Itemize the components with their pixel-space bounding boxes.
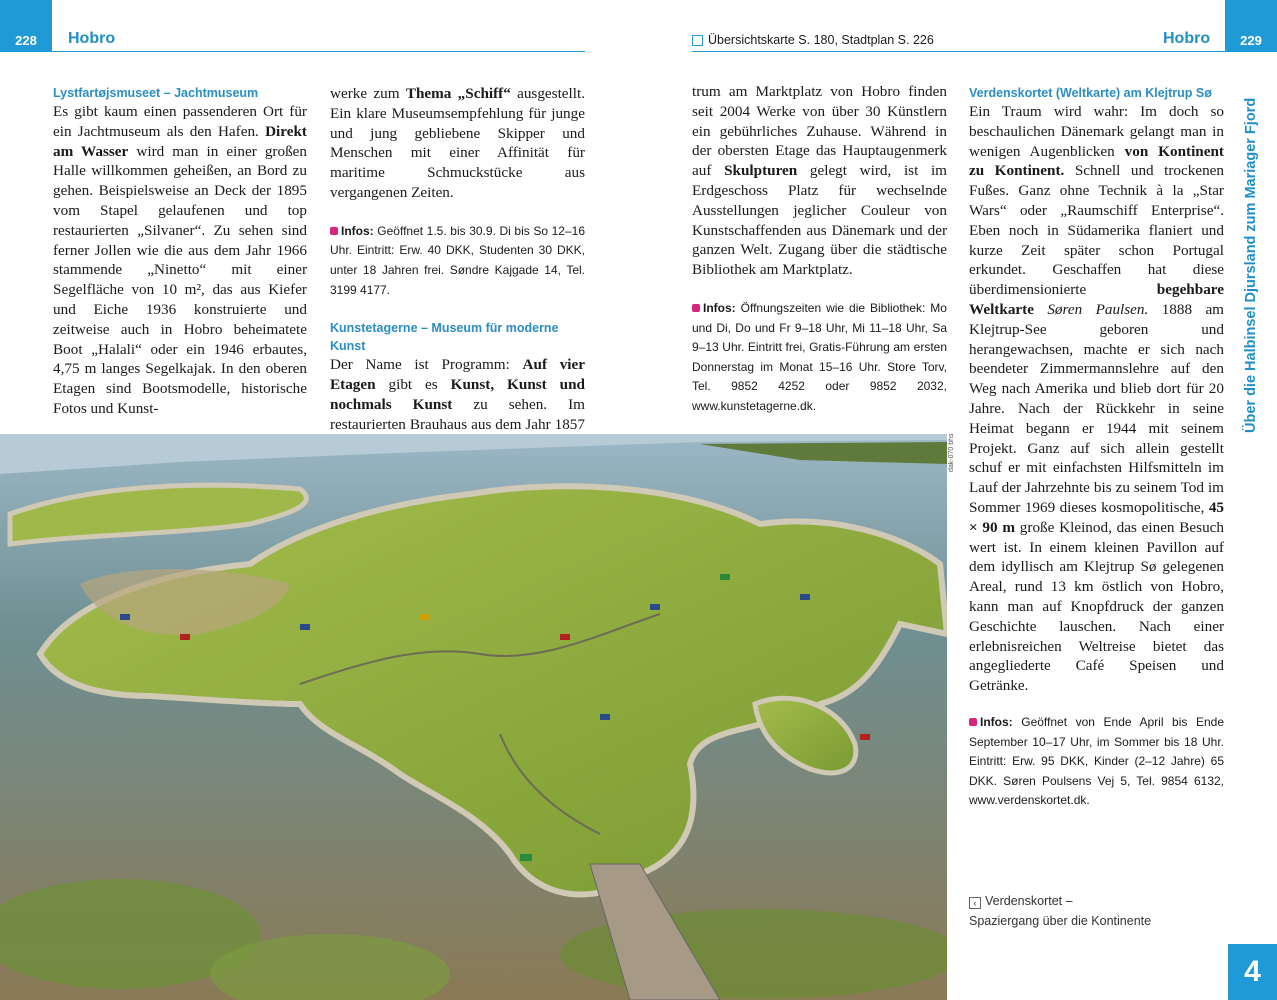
info-text: Geöffnet 1.5. bis 30.9. Di bis So 12–16 Uhr. Eintritt: Erw. 40 DKK, Studenten 30 DKK, unter 18 Jahren frei. Søndre Kajgade 14, Tel. 3199 4177. (330, 223, 585, 297)
info-bullet-icon (969, 718, 977, 726)
section-heading-jachtmuseum: Lystfartøjsmuseet – Jachtmuseum (53, 86, 259, 100)
photo-caption (969, 892, 1151, 931)
section-heading-kunstetagerne: Kunstetagerne – Museum für moderne Kunst (330, 321, 559, 354)
bold-run: Kunst, Kunst und nochmals Kunst (330, 375, 586, 413)
bold-run: Direkt am Wasser (53, 122, 307, 160)
paragraph-jachtmuseum (53, 102, 307, 419)
info-label: Infos: (341, 223, 374, 238)
bold-run: begehbare Weltkarte (969, 281, 1224, 318)
caption-line-1: Verdenskortet – (985, 894, 1073, 908)
info-bullet-icon (330, 227, 338, 235)
text-run: Der Name ist Programm: (330, 356, 510, 374)
text-run: gelegt wird, ist im Erdgeschoss Platz für wechselnde Ausstellungen jeglicher Couleur von Kunstschaffenden aus Dänemark und der ganzen Welt. Zugang über die städtische Bibliothek am Marktplatz. (692, 162, 947, 279)
section-heading-verdenskortet: Verdenskortet (Weltkarte) am Klejtrup Sø (969, 86, 1212, 100)
bold-run: 45 × 90 m (969, 498, 1224, 536)
left-header-rule (52, 51, 585, 52)
cross-reference (692, 33, 934, 47)
right-page-number-text: 229 (1240, 33, 1262, 48)
bold-run: von Kontinent zu Kontinent. (969, 142, 1224, 180)
paragraph-kunstetagerne-cont (692, 82, 947, 280)
chapter-number: 4 (1244, 955, 1261, 988)
text-run: Ein Traum wird wahr: Im doch so beschaulichen Dänemark gelangt man in wenigen Augenblicken (969, 103, 1224, 160)
info-text: Öffnungszeiten wie die Bibliothek: Mo und Di, Do und Fr 9–18 Uhr, Mi 11–18 Uhr, Sa 9–13 Uhr. Eintritt frei, Gratis-Führung am ersten Donnerstag im Monat 15–16 Uhr. Store Torv, Tel. 9852 4252 oder 9852 2032, www.kunstetagerne.dk. (692, 300, 947, 413)
right-running-head: Hobro (1163, 30, 1211, 47)
text-run: zu sehen. Im restaurierten Brauhaus aus dem Jahr 1857 (330, 395, 585, 433)
text-run: große Kleinod, das einen Besuch wert ist. In einem kleinen Pavillon auf dem idyllisch am Klejtrup Sø gelegenen Areal, rund 13 km östlich von Hobro, kann man auf Knopfdruck der ganzen Geschichte lauschen. Nach einer erlebnisreichen Weltreise bietet das angegliederte Café Speisen und Getränke. (969, 518, 1225, 695)
chapter-number-tab (1228, 944, 1277, 1000)
column-2 (330, 84, 585, 454)
bold-run: Skulpturen (724, 162, 798, 180)
info-box-jachtmuseum (330, 222, 585, 300)
cross-reference-text: Übersichtskarte S. 180, Stadtplan S. 226 (708, 33, 934, 47)
verdenskortet-photo (0, 434, 947, 1000)
info-label: Infos: (980, 714, 1013, 729)
bold-run: Auf vier Etagen (330, 356, 585, 393)
info-text: Geöffnet von Ende April bis Ende September 10–17 Uhr, im Sommer bis 18 Uhr. Eintritt: Erw. 95 DKK, Kinder (2–12 Jahre) 65 DKK. Søren Poulsens Vej 5, Tel. 9854 6132, www.verdenskortet.dk. (969, 714, 1224, 808)
right-page-number (1225, 0, 1277, 52)
info-box-verdenskortet (969, 713, 1224, 811)
aerial-world-map-illustration (0, 434, 947, 1000)
text-run: Schnell und trockenen Fußes. Ganz ohne Technik à la „Star Wars“ oder „Raumschiff Enterprise“. Eben noch in Südamerika flaniert und kurze Zeit später schon Portugal erkundet. Geschaffen hat diese überdimensionierte (969, 162, 1225, 299)
info-box-kunstetagerne (692, 299, 947, 417)
text-run: trum am Marktplatz von Hobro finden seit 2004 Werke von über 30 Künstlern ein gebührliches Zuhause. Während in der obersten Etage das Hauptaugenmerk auf (692, 83, 947, 180)
left-running-head: Hobro (68, 30, 116, 47)
column-1 (53, 84, 307, 419)
paragraph-jachtmuseum-cont (330, 84, 585, 203)
info-label: Infos: (703, 300, 736, 315)
right-header-rule (692, 51, 1228, 52)
caption-pointer-icon: ‹ (969, 897, 981, 909)
left-page-number-text: 228 (15, 33, 37, 48)
map-reference-icon (692, 35, 703, 46)
bold-run: Thema „Schiff“ (405, 85, 511, 102)
info-bullet-icon (692, 304, 700, 312)
text-run: ausgestellt. Ein klare Museumsempfehlung für junge und jung gebliebene Skipper und Menschen mit einer Affinität für maritime Schmuckstücke aus vergangenen Zeiten. (330, 85, 585, 201)
text-run: 1888 am Klejtrup-See geboren und herangewachsen, machte er sich nach beendeter Zimmermannslehre auf den Weg nach Amerika und blieb dort für 20 Jahre. Nach der Rückkehr in seine Heimat begann er 1944 mit seinem Projekt. Ganz auf sich allein gestellt schuf er mit einfachsten Hilfsmitteln im Lauf der Jahrzehnte bis zu seinem Tod im Sommer 1969 dieses kosmopolitische, (969, 300, 1224, 516)
text-run: Es gibt kaum einen passenderen Ort für ein Jachtmuseum als den Hafen. (53, 103, 307, 140)
photo-credit: dak-070 bhs (948, 433, 955, 472)
text-run: gibt es (388, 375, 438, 393)
caption-line-2: Spaziergang über die Kontinente (969, 913, 1152, 928)
paragraph-verdenskortet (969, 102, 1224, 696)
italic-run: Søren Paulsen. (1047, 300, 1149, 318)
chapter-side-tab: Über die Halbinsel Djursland zum Mariager Fjord (1243, 97, 1259, 433)
column-3 (692, 82, 947, 417)
left-page-number (0, 0, 52, 52)
text-run: werke zum (330, 85, 400, 102)
text-run: wird man in einer großen Halle willkommen geheißen, an Bord zu gehen. Beispielsweise an Deck der 1895 vom Stapel gelaufenen und top restaurierten „Silvaner“. Zu sehen sind ferner Jollen wie die aus dem Jahr 1966 stammende „Ninetto“ mit einer Segelfläche von 10 m², das aus Kiefer und Eiche 1936 konstruierte und zeitweise auch in Hobro beheimatete Boot „Halali“ oder ein 1946 erbautes, 4,75 m langes Segelkajak. In den oberen Etagen sind Bootsmodelle, historische Fotos und Kunst- (53, 142, 308, 417)
column-4 (969, 84, 1224, 811)
